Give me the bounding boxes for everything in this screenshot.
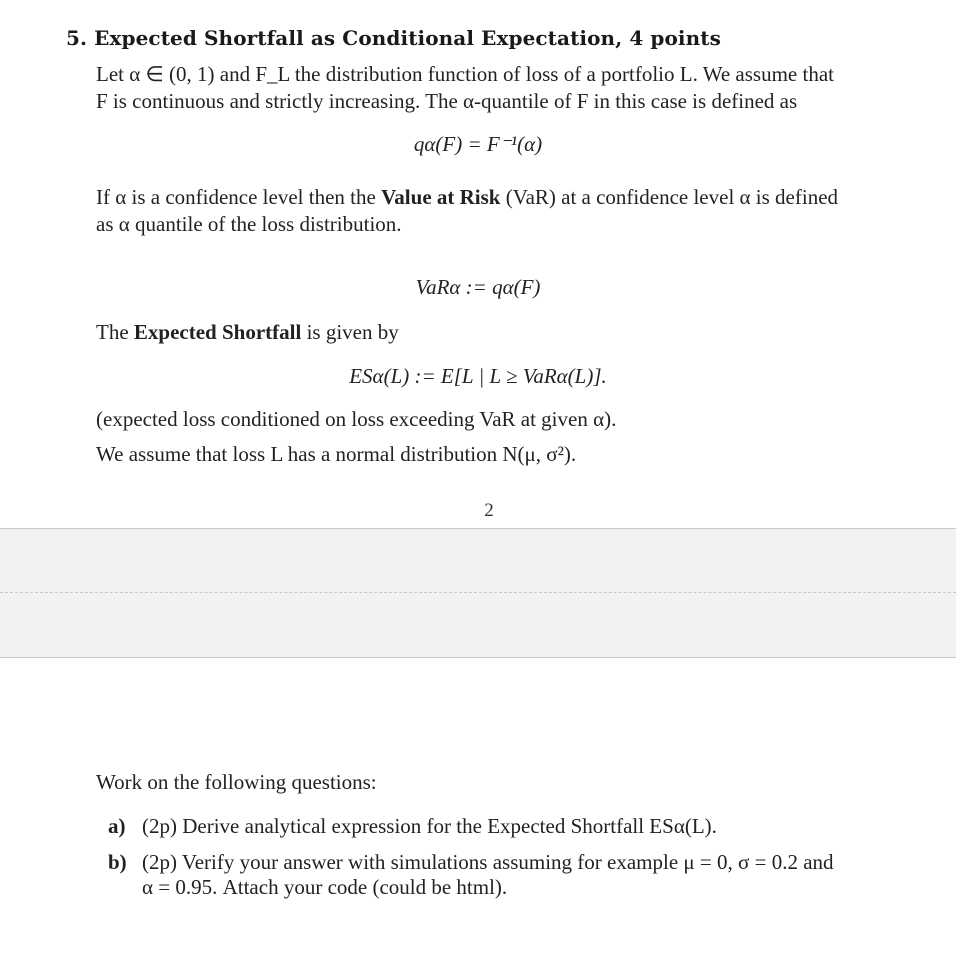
paragraph-var-line1 [96, 184, 942, 211]
paragraph-var-line2: as α quantile of the loss distribution. [96, 212, 402, 236]
paragraph-definition-line2: F is continuous and strictly increasing. The α-quantile of F in this case is defined as [96, 89, 798, 113]
paragraph-var-post: (VaR) at a confidence level α is defined [500, 185, 839, 209]
question-label: a) [108, 814, 126, 838]
paragraph-var-pre: If α is a confidence level then the [96, 185, 382, 209]
paragraph-es [96, 319, 942, 346]
paragraph-es-pre: The [96, 320, 134, 344]
equation-es: ESα(L) := E[L | L ≥ VaRα(L)]. [349, 364, 607, 388]
question-text-continued: α = 0.95. Attach your code (could be html). [142, 875, 508, 899]
paragraph-normal-assumption: We assume that loss L has a normal distribution N(μ, σ²). [96, 442, 577, 466]
page-break-gap [0, 528, 956, 658]
expected-shortfall-term: Expected Shortfall [133, 320, 302, 344]
paragraph-definition-line1: Let α ∈ (0, 1) and F_L the distribution function of loss of a portfolio L. We assume that [96, 62, 834, 86]
paragraph-es-post: is given by [301, 320, 399, 344]
questions-intro: Work on the following questions: [96, 770, 377, 794]
question-item [108, 850, 834, 900]
question-text: (2p) Derive analytical expression for the Expected Shortfall ESα(L). [142, 814, 717, 838]
question-text: (2p) Verify your answer with simulations assuming for example μ = 0, σ = 0.2 and [142, 850, 834, 874]
question-label: b) [108, 850, 127, 874]
paragraph-definition [96, 61, 942, 115]
value-at-risk-term: Value at Risk [381, 185, 501, 209]
paragraph-conditional-note: (expected loss conditioned on loss exceeding VaR at given α). [96, 407, 617, 431]
page-number: 2 [484, 500, 494, 521]
equation-var: VaRα := qα(F) [415, 275, 541, 299]
equation-quantile: qα(F) = F⁻¹(α) [413, 132, 543, 156]
paragraph-var [96, 184, 942, 238]
question-item [108, 814, 717, 839]
problem-heading: 5. Expected Shortfall as Conditional Expectation, 4 points [66, 26, 721, 50]
page-break-dashed-line [0, 592, 956, 593]
